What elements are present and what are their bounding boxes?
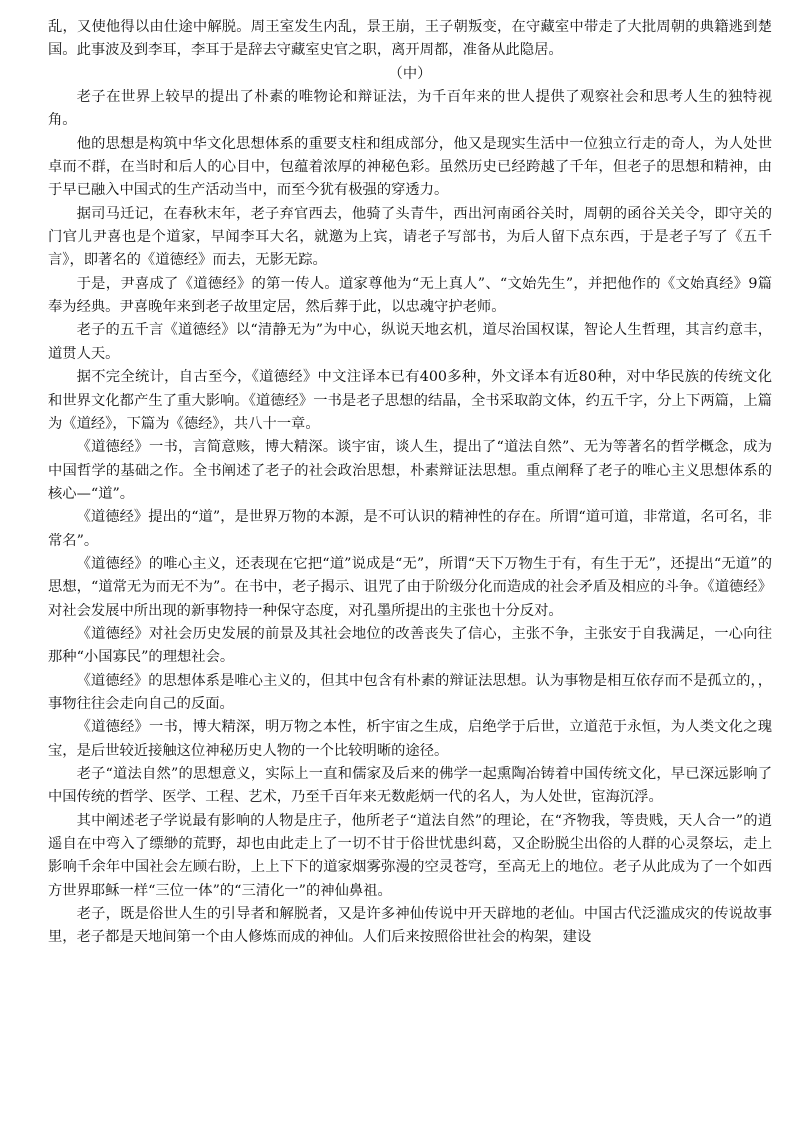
paragraph: 据不完全统计，自古至今，《道德经》中文注译本已有400多种，外文译本有近80种，对中华民族的传统文化和世界文化都产生了重大影响。《道德经》一书是老子思想的结晶，全书采取韵文体，约五千字，分上下两篇，上篇为《道经》，下篇为《德经》，共八十一章。 <box>48 369 772 432</box>
paragraph-continuation: 乱，又使他得以由仕途中解脱。周王室发生内乱，景王崩，王子朝叛变，在守藏室中带走了大批周朝的典籍逃到楚国。此事波及到李耳，李耳于是辞去守藏室史官之职，离开周都，准备从此隐居。 <box>48 19 772 59</box>
section-heading: （中） <box>388 65 432 82</box>
paragraph: 《道德经》的唯心主义，还表现在它把“道”说成是“无”，所谓“天下万物生于有，有生于无”，还提出“无道”的思想，“道常无为而无不为”。在书中，老子揭示、诅咒了由于阶级分化而造成的社会矛盾及相应的斗争。《道德经》对社会发展中所出现的新事物持一种保守态度，对孔墨所提出的主张也十分反对。 <box>48 555 772 619</box>
paragraph: 老子的五千言《道德经》以“清静无为”为中心，纵说天地玄机，道尽治国权谋，智论人生哲理，其言约意丰，道贯人天。 <box>48 322 772 362</box>
paragraph: 老子“道法自然”的思想意义，实际上一直和儒家及后来的佛学一起熏陶冶铸着中国传统文化，早已深远影响了中国传统的哲学、医学、工程、艺术，乃至千百年来无数彪炳一代的名人，为人处世，宦海沉浮。 <box>48 766 772 806</box>
paragraph: 他的思想是构筑中华文化思想体系的重要支柱和组成部分，他又是现实生活中一位独立行走的奇人，为人处世卓而不群，在当时和后人的心目中，包蕴着浓厚的神秘色彩。虽然历史已经跨越了千年，但老子的思想和精神，由于早已融入中国式的生产活动当中，而至今犹有极强的穿透力。 <box>48 135 772 199</box>
paragraph: 于是，尹喜成了《道德经》的第一传人。道家尊他为“无上真人”、“文始先生”，并把他作的《文始真经》9篇奉为经典。尹喜晚年来到老子故里定居，然后葬于此，以忠魂守护老师。 <box>48 275 772 316</box>
document-page <box>48 16 772 950</box>
paragraph: 其中阐述老子学说最有影响的人物是庄子，他所老子“道法自然”的理论，在“齐物我，等贵贱，天人合一”的逍遥自在中弯入了缥缈的荒野，却也由此走上了一切不甘于俗世忧患纠葛，又企盼脱尘出俗的人群的心灵祭坛，走上影响千余年中国社会左顾右盼，上上下下的道家烟雾弥漫的空灵苍穹，至高无上的地位。老子从此成为了一个如西方世界耶稣一样“三位一体”的“三清化一”的神仙鼻祖。 <box>48 812 772 899</box>
paragraph: 《道德经》一书，言简意赅，博大精深。谈宇宙，谈人生，提出了“道法自然”、无为等著名的哲学概念，成为中国哲学的基础之作。全书阐述了老子的社会政治思想，朴素辩证法思想。重点阐释了老子的唯心主义思想体系的核心—“道”。 <box>48 439 772 502</box>
paragraph: 《道德经》对社会历史发展的前景及其社会地位的改善丧失了信心，主张不争，主张安于自我满足，一心向往那种“小国寡民”的理想社会。 <box>48 625 772 666</box>
paragraph: 《道德经》提出的“道”，是世界万物的本源，是不可认识的精神性的存在。所谓“道可道，非常道，名可名，非常名”。 <box>48 509 772 549</box>
paragraph: 《道德经》一书，博大精深，明万物之本性，析宇宙之生成，启绝学于后世，立道范于永恒，为人类文化之瑰宝，是后世较近接触这位神秘历史人物的一个比较明晰的途径。 <box>48 719 772 759</box>
paragraph: 据司马迁记，在春秋末年，老子弃官西去，他骑了头青牛，西出河南函谷关时，周朝的函谷关关令，即守关的门官儿尹喜也是个道家，早闻李耳大名，就邀为上宾，请老子写部书，为后人留下点东西，于是老子写了《五千言》，即著名的《道德经》而去，无影无踪。 <box>48 205 772 269</box>
paragraph: 老子，既是俗世人生的引导者和解脱者，又是许多神仙传说中开天辟地的老仙。中国古代泛滥成灾的传说故事里，老子都是天地间第一个由人修炼而成的神仙。人们后来按照俗世社会的构架，建设 <box>48 906 772 946</box>
paragraph: 老子在世界上较早的提出了朴素的唯物论和辩证法，为千百年来的世人提供了观察社会和思考人生的独特视角。 <box>48 89 772 129</box>
paragraph: 《道德经》的思想体系是唯心主义的，但其中包含有朴素的辩证法思想。认为事物是相互依存而不是孤立的，，事物往往会走向自己的反面。 <box>48 672 772 712</box>
